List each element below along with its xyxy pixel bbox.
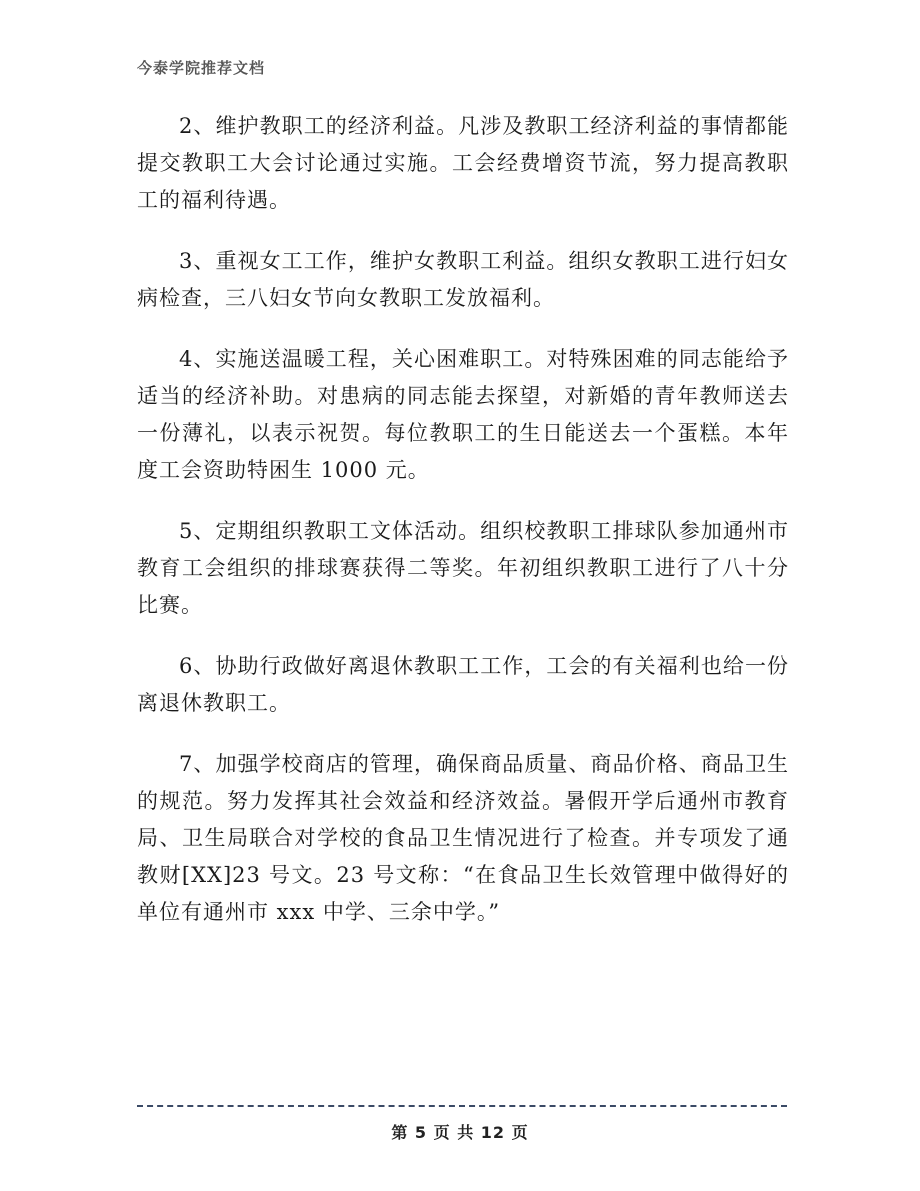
paragraph-4: 4、实施送温暖工程，关心困难职工。对特殊困难的同志能给予适当的经济补助。对患病的同志能去探望，对新婚的青年教师送去一份薄礼，以表示祝贺。每位教职工的生日能送去一个蛋糕。本年度工会资助特困生 1000 元。: [137, 347, 789, 482]
document-body: [137, 108, 789, 955]
document-header: 今泰学院推荐文档: [137, 59, 266, 77]
paragraph-5: 5、定期组织教职工文体活动。组织校教职工排球队参加通州市教育工会组织的排球赛获得二等奖。年初组织教职工进行了八十分比赛。: [137, 519, 789, 617]
footer-divider: [137, 1105, 787, 1107]
paragraph-7: 7、加强学校商店的管理，确保商品质量、商品价格、商品卫生的规范。努力发挥其社会效益和经济效益。暑假开学后通州市教育局、卫生局联合对学校的食品卫生情况进行了检查。并专项发了通教财[XX]23 号文。23 号文称：“在食品卫生长效管理中做得好的单位有通州市 xxx 中学、三余中学。”: [137, 752, 789, 924]
paragraph-2: 2、维护教职工的经济利益。凡涉及教职工经济利益的事情都能提交教职工大会讨论通过实施。工会经费增资节流，努力提高教职工的福利待遇。: [137, 114, 789, 212]
page-number: 第 5 页 共 12 页: [391, 1123, 529, 1142]
paragraph-6: 6、协助行政做好离退休教职工工作，工会的有关福利也给一份离退休教职工。: [137, 654, 789, 715]
paragraph-3: 3、重视女工工作，维护女教职工利益。组织女教职工进行妇女病检查，三八妇女节向女教职工发放福利。: [137, 249, 789, 310]
